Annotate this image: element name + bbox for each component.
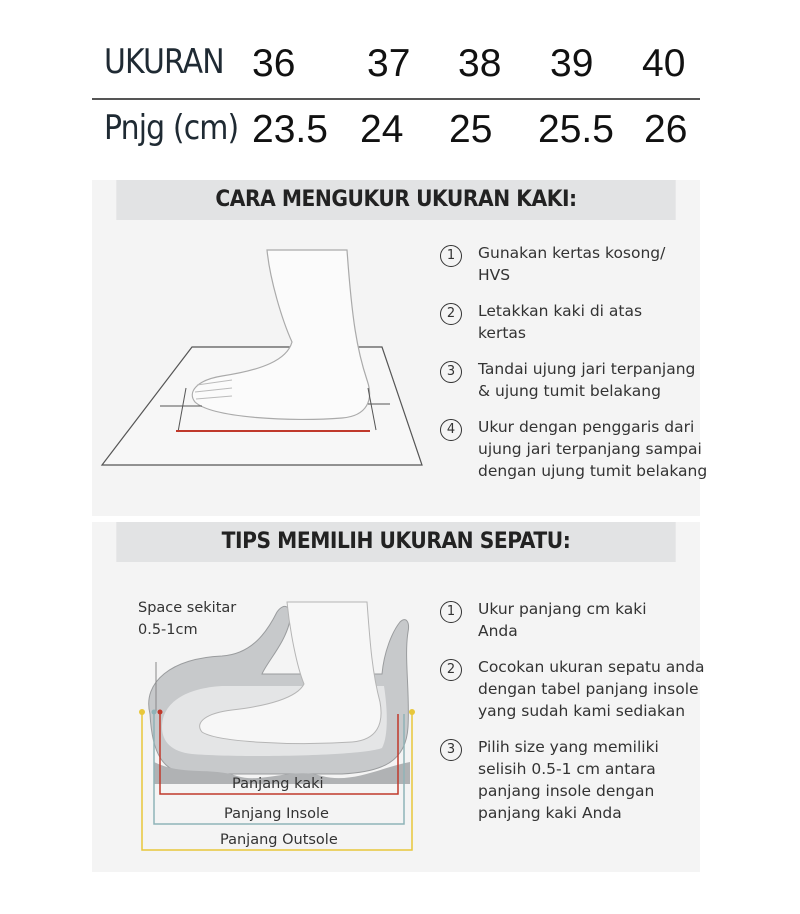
step-text: & ujung tumit belakang — [478, 382, 661, 400]
space-label: 0.5-1cm — [138, 622, 198, 638]
measure-step — [440, 358, 718, 402]
tips-steps — [440, 598, 718, 824]
step-number: 1 — [440, 245, 462, 267]
step-number: 2 — [440, 303, 462, 325]
step-text: HVS — [478, 266, 511, 284]
step-text: dengan ujung tumit belakang — [478, 462, 708, 480]
tips-step — [440, 656, 718, 722]
measure-panel — [92, 180, 708, 516]
outsole-endpoint — [409, 709, 415, 715]
insole-length-label: Panjang Insole — [224, 806, 329, 822]
tips-title: TIPS MEMILIH UKURAN SEPATU: — [116, 522, 675, 562]
length-value: 25 — [449, 108, 493, 151]
step-text: Gunakan kertas kosong/ — [478, 244, 666, 262]
length-value: 24 — [360, 108, 404, 151]
step-number: 3 — [440, 739, 462, 761]
length-value: 26 — [644, 108, 688, 151]
foot-endpoint — [158, 710, 163, 715]
foot-shape — [192, 250, 369, 419]
step-text: dengan tabel panjang insole — [478, 680, 699, 698]
size-value: 38 — [458, 42, 502, 85]
size-header-label: UKURAN — [104, 42, 224, 82]
measure-title: CARA MENGUKUR UKURAN KAKI: — [116, 180, 675, 220]
step-number: 4 — [440, 419, 462, 441]
outsole-length-label: Panjang Outsole — [220, 832, 338, 848]
tips-panel — [92, 522, 705, 872]
step-text: yang sudah kami sediakan — [478, 702, 686, 720]
step-number: 3 — [440, 361, 462, 383]
size-value: 40 — [642, 42, 686, 85]
size-table — [92, 30, 700, 162]
shoe-fit-illustration — [92, 562, 432, 872]
foot-on-paper-illustration — [92, 220, 432, 516]
step-text: ujung jari terpanjang sampai — [478, 440, 702, 458]
step-number: 1 — [440, 601, 462, 623]
step-text: Anda — [478, 622, 518, 640]
step-text: selisih 0.5-1 cm antara — [478, 760, 656, 778]
length-value: 23.5 — [252, 108, 328, 151]
step-number: 2 — [440, 659, 462, 681]
tips-step — [440, 736, 718, 824]
length-header-label: Pnjg (cm) — [104, 108, 239, 148]
space-label: Space sekitar — [138, 600, 237, 616]
outsole-endpoint — [139, 709, 145, 715]
measure-steps — [440, 242, 718, 482]
length-value: 25.5 — [538, 108, 614, 151]
step-text: Letakkan kaki di atas — [478, 302, 643, 320]
step-text: Cocokan ukuran sepatu anda — [478, 658, 705, 676]
foot-length-label: Panjang kaki — [232, 776, 324, 792]
length-row — [92, 96, 700, 162]
step-text: Tandai ujung jari terpanjang — [478, 360, 696, 378]
step-text: panjang insole dengan — [478, 782, 655, 800]
step-text: Pilih size yang memiliki — [478, 738, 659, 756]
size-value: 37 — [367, 42, 411, 85]
size-row — [92, 30, 700, 96]
measure-step — [440, 416, 718, 482]
insole-endpoint — [152, 710, 157, 715]
tips-step — [440, 598, 718, 642]
step-text: Ukur dengan penggaris dari — [478, 418, 695, 436]
step-text: kertas — [478, 324, 526, 342]
size-value: 39 — [550, 42, 594, 85]
step-text: panjang kaki Anda — [478, 804, 622, 822]
step-text: Ukur panjang cm kaki — [478, 600, 647, 618]
measure-step — [440, 300, 718, 344]
size-value: 36 — [252, 42, 296, 85]
measure-step — [440, 242, 718, 286]
